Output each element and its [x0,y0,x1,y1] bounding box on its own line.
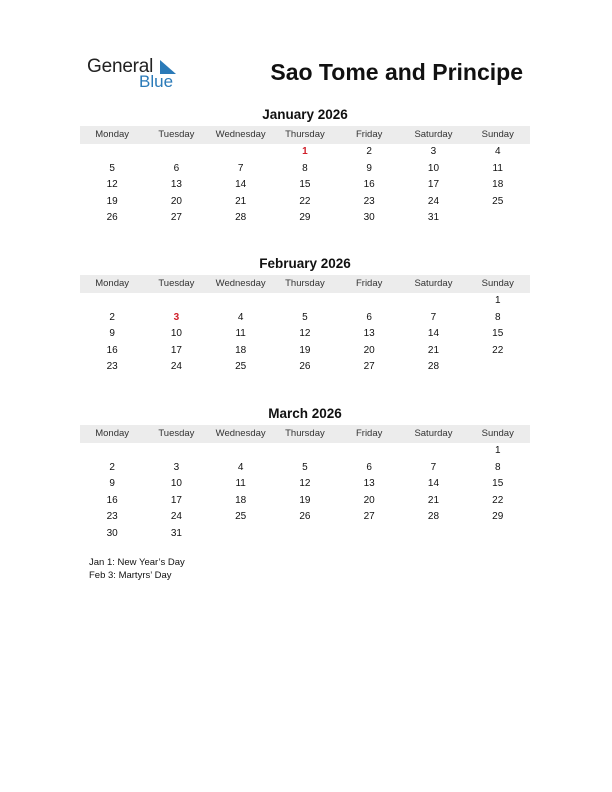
day-cell: 10 [170,478,182,490]
month-january [80,107,530,227]
day-cell: 2 [109,311,115,323]
weekday-header: Thursday [285,129,325,140]
day-cell: 4 [494,146,501,157]
day-cell: 17 [427,179,440,191]
weekday-header: Monday [95,129,130,140]
day-cell: 25 [235,361,247,373]
day-cell: 14 [427,328,440,340]
month-february [80,256,530,376]
day-cell: 19 [106,195,118,207]
week-row [80,460,530,477]
day-cell: 20 [170,195,182,207]
holiday-day-cell: 1 [302,146,308,157]
day-cell [466,359,530,376]
day-cell: 13 [363,328,375,340]
day-cell: 26 [106,212,118,224]
day-cell: 30 [106,527,118,539]
holiday-notes [89,556,185,582]
day-cell [144,443,208,460]
day-cell: 14 [427,478,440,490]
day-cell: 16 [106,344,118,356]
day-cell: 4 [237,311,244,323]
generalblue-logo [87,56,187,92]
day-cell: 19 [299,344,311,356]
week-row [80,443,530,460]
month-grid [80,144,530,227]
day-cell: 8 [494,461,501,473]
month-title: February 2026 [259,256,351,271]
day-cell: 2 [366,146,372,157]
day-cell: 16 [363,179,375,191]
day-cell: 2 [109,461,115,473]
week-row [80,526,530,543]
month-title: March 2026 [268,406,342,421]
day-cell [80,144,144,161]
weekday-header: Monday [95,278,130,289]
weekday-header: Saturday [414,428,453,439]
weekday-header: Sunday [481,278,514,289]
weekday-header-row [80,275,530,293]
day-cell [273,293,337,310]
weekday-header: Thursday [285,428,325,439]
day-cell: 21 [427,494,440,506]
day-cell: 9 [366,162,372,174]
day-cell: 23 [106,511,118,523]
week-row [80,161,530,178]
day-cell: 13 [363,478,375,490]
day-cell: 17 [170,494,182,506]
weekday-header: Wednesday [215,129,266,140]
day-cell: 18 [235,494,247,506]
week-row [80,210,530,227]
day-cell: 11 [235,478,246,490]
day-cell: 15 [492,478,504,490]
day-cell [209,293,273,310]
day-cell: 28 [427,511,440,523]
day-cell: 30 [363,212,375,224]
day-cell [337,293,401,310]
day-cell: 12 [106,179,118,191]
weekday-header: Saturday [414,278,453,289]
day-cell: 25 [492,195,504,207]
logo-general-text: General [87,56,154,77]
day-cell [273,526,337,543]
day-cell: 13 [170,179,182,191]
weekday-header: Sunday [481,428,514,439]
weekday-header-row [80,126,530,144]
day-cell: 22 [299,195,311,207]
day-cell: 9 [109,328,115,340]
month-march [80,406,530,543]
day-cell: 24 [170,511,182,523]
weekday-header: Monday [95,428,130,439]
weekday-header: Sunday [481,129,514,140]
week-row [80,310,530,327]
day-cell: 12 [299,478,311,490]
holiday-note: Feb 3: Martyrs’ Day [89,570,172,581]
month-grid [80,293,530,376]
day-cell: 26 [299,361,311,373]
day-cell: 3 [430,146,437,157]
day-cell [401,526,465,543]
day-cell [401,293,465,310]
weekday-header: Saturday [414,129,453,140]
day-cell [466,526,530,543]
day-cell: 28 [235,212,247,224]
day-cell: 18 [492,179,504,191]
day-cell [209,526,273,543]
day-cell: 7 [237,162,244,174]
day-cell [337,526,401,543]
day-cell: 12 [299,328,311,340]
day-cell: 23 [363,195,375,207]
country-title: Sao Tome and Principe [270,59,523,85]
holiday-day-cell: 3 [173,311,180,323]
day-cell: 1 [494,445,501,456]
weekday-header: Wednesday [215,428,266,439]
day-cell: 20 [363,494,375,506]
day-cell: 27 [363,511,375,523]
day-cell: 7 [430,461,437,473]
month-grid [80,443,530,543]
day-cell: 24 [427,195,440,207]
weekday-header: Thursday [285,278,325,289]
day-cell: 25 [235,511,247,523]
logo-blue-text: Blue [139,72,174,91]
weekday-header: Tuesday [158,278,195,289]
day-cell: 7 [430,311,437,323]
week-row [80,177,530,194]
day-cell: 31 [170,527,182,539]
day-cell: 9 [109,478,115,490]
day-cell: 11 [492,162,503,174]
day-cell: 11 [235,328,246,340]
day-cell: 6 [173,162,180,174]
day-cell: 18 [235,344,247,356]
day-cell: 29 [299,212,311,224]
day-cell: 23 [106,361,118,373]
day-cell: 15 [299,179,311,191]
day-cell [401,443,465,460]
day-cell [144,293,208,310]
day-cell [80,293,144,310]
day-cell [209,443,273,460]
day-cell [466,210,530,227]
day-cell [144,144,208,161]
week-row [80,326,530,343]
week-row [80,509,530,526]
day-cell: 8 [494,311,501,323]
weekday-header: Tuesday [158,129,195,140]
day-cell: 5 [109,162,115,174]
day-cell: 5 [302,311,308,323]
day-cell: 29 [492,511,504,523]
week-row [80,293,530,310]
day-cell: 27 [363,361,375,373]
day-cell: 28 [427,361,440,373]
weekday-header: Friday [355,278,383,289]
weekday-header: Wednesday [215,278,266,289]
day-cell: 5 [302,461,308,473]
day-cell: 14 [235,179,247,191]
weekday-header: Tuesday [158,428,195,439]
day-cell [209,144,273,161]
day-cell: 22 [492,494,504,506]
day-cell: 20 [363,344,375,356]
day-cell: 21 [235,195,247,207]
day-cell: 8 [302,162,308,174]
day-cell: 24 [170,361,182,373]
day-cell: 3 [173,461,180,473]
day-cell: 22 [492,344,504,356]
day-cell: 15 [492,328,504,340]
weekday-header: Friday [355,428,383,439]
day-cell: 19 [299,494,311,506]
week-row [80,476,530,493]
day-cell [80,443,144,460]
day-cell: 17 [170,344,182,356]
day-cell: 1 [494,295,501,306]
week-row [80,493,530,510]
week-row [80,144,530,161]
day-cell: 27 [170,212,182,224]
day-cell: 16 [106,494,118,506]
week-row [80,359,530,376]
day-cell: 26 [299,511,311,523]
weekday-header-row [80,425,530,443]
week-row [80,194,530,211]
day-cell: 6 [366,461,372,473]
day-cell: 6 [366,311,372,323]
holiday-note: Jan 1: New Year’s Day [89,557,185,568]
day-cell: 4 [237,461,244,473]
day-cell [337,443,401,460]
day-cell: 10 [427,162,440,174]
month-title: January 2026 [262,107,348,122]
weekday-header: Friday [355,129,383,140]
day-cell: 31 [427,212,440,224]
day-cell [273,443,337,460]
day-cell: 10 [170,328,182,340]
week-row [80,343,530,360]
day-cell: 21 [427,344,440,356]
